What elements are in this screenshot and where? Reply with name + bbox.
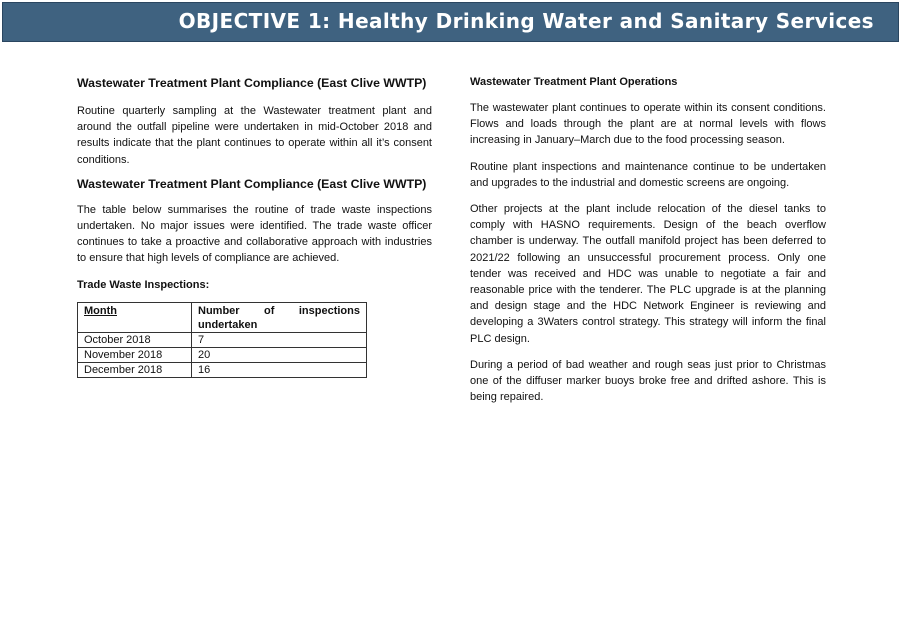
objective-banner bbox=[2, 2, 899, 42]
banner-title: OBJECTIVE 1: Healthy Drinking Water and Sanitary Services bbox=[178, 9, 874, 33]
compliance-heading-2: Wastewater Treatment Plant Compliance (East Clive WWTP) bbox=[77, 176, 427, 191]
operations-heading: Wastewater Treatment Plant Operations bbox=[470, 76, 678, 88]
compliance-heading: Wastewater Treatment Plant Compliance (East Clive WWTP) bbox=[77, 76, 427, 90]
operations-paragraph-1: The wastewater plant continues to operate within its consent conditions. Flows and loads through the plant are at normal levels with flows increasing in January–March due to the food processing season. bbox=[470, 102, 826, 147]
trade-waste-paragraph: The table below summarises the routine of trade waste inspections undertaken. No major issues were identified. The trade waste officer continues to take a proactive and collaborative approach with industries to ensure that high levels of compliance are achieved. bbox=[77, 203, 432, 265]
table-row bbox=[78, 347, 367, 362]
table-header-count: Number of inspections undertaken bbox=[192, 302, 367, 332]
operations-paragraph-4: During a period of bad weather and rough seas just prior to Christmas one of the diffuser marker buoys broke free and drifted ashore. This is being repaired. bbox=[470, 358, 826, 404]
table-cell-count: 16 bbox=[192, 362, 367, 377]
table-title: Trade Waste Inspections: bbox=[77, 278, 210, 291]
compliance-paragraph: Routine quarterly sampling at the Wastewater treatment plant and around the outfall pipeline were undertaken in mid-October 2018 and results indicate that the plant continues to operate within all it’s consent conditions. bbox=[77, 105, 432, 166]
trade-waste-table bbox=[77, 302, 367, 378]
table-cell-count: 20 bbox=[192, 347, 367, 362]
table-cell-month: November 2018 bbox=[78, 347, 192, 362]
table-cell-count: 7 bbox=[192, 332, 367, 347]
table-header-month: Month bbox=[78, 302, 192, 332]
table-row bbox=[78, 332, 367, 347]
table-header-row bbox=[78, 302, 367, 332]
table-cell-month: October 2018 bbox=[78, 332, 192, 347]
operations-paragraph-2: Routine plant inspections and maintenance continue to be undertaken and upgrades to the industrial and domestic screens are ongoing. bbox=[470, 160, 826, 189]
table-cell-month: December 2018 bbox=[78, 362, 192, 377]
table-row bbox=[78, 362, 367, 377]
right-column bbox=[470, 74, 826, 415]
operations-paragraph-3: Other projects at the plant include relocation of the diesel tanks to comply with HASNO requirements. Design of the beach overflow chamber is underway. The outfall manifold project has been deferred to 2021/22 following an unsuccessful procurement process. Only one tender was received and HDC was unable to negotiate a fair and reasonable price with the tenderer. The PLC upgrade is at the planning and design stage and the HDC Network Engineer is reviewing and developing a 3Waters control strategy. This strategy will inform the final PLC design. bbox=[470, 203, 826, 345]
left-column bbox=[77, 74, 432, 378]
